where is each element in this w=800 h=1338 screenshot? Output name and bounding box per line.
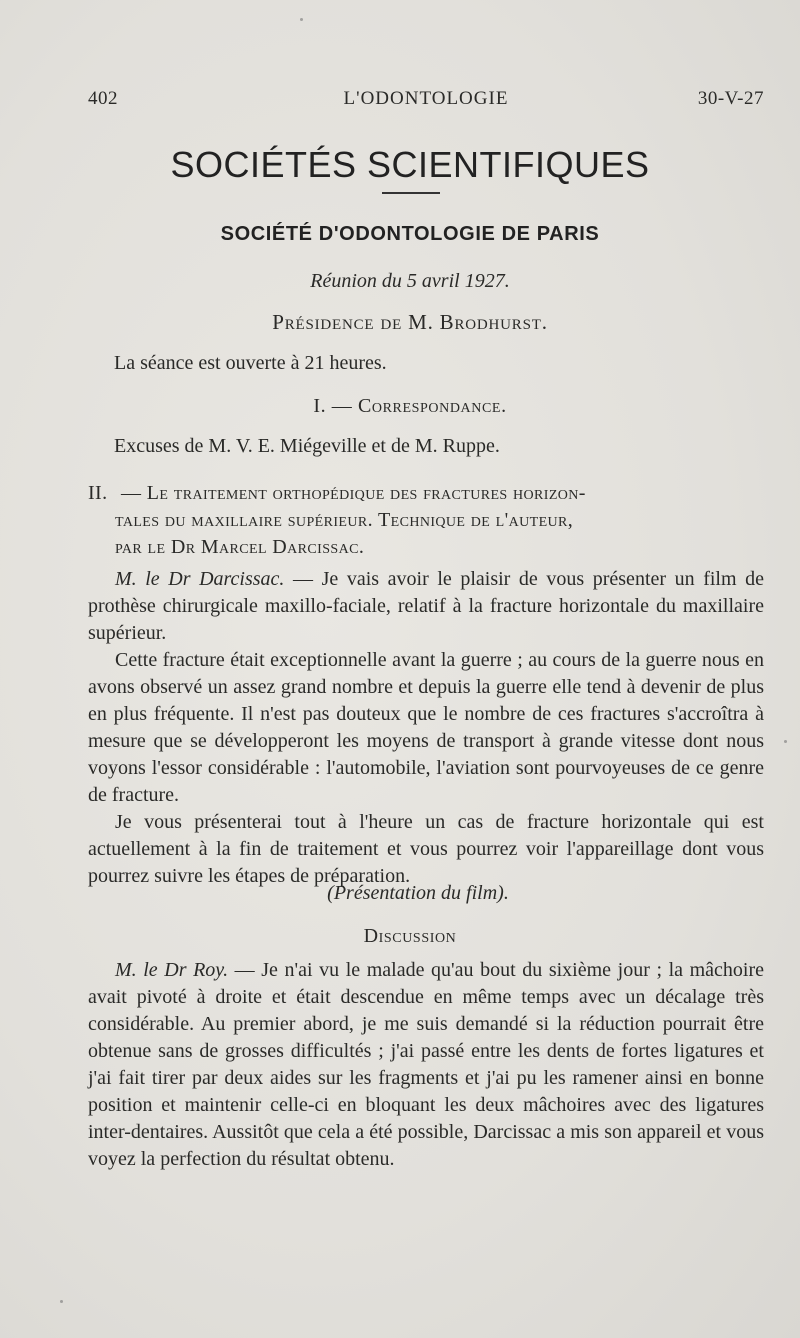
society-title: SOCIÉTÉ D'ODONTOLOGIE DE PARIS [220,223,600,245]
correspondence-heading: I. — Correspondance. [313,395,507,417]
speaker-name: M. le Dr Darcissac. [115,568,285,590]
speaker-name: M. le Dr Roy. [115,959,229,981]
running-head [88,88,764,112]
paragraph-text: — Je n'ai vu le malade qu'au bout du sixième jour ; la mâchoire avait pivoté à droite et était descendue en même temps avec un décalage très considérable. Au premier abord, je me suis demandé si la réduction pourrait être obtenue sans de grosses difficultés ; j'ai passé entre les dents de fortes ligatures et j'ai fait tirer par deux aides sur les fragments et j'ai pu les ramener ainsi en bonne position et maintenir celle-ci en bloquant les deux mâchoires avec des ligatures inter-dentaires. Aussitôt que cela a été possible, Darcissac a mis son appareil et vous voyez la perfection du résultat obtenu. [88,959,765,1170]
paragraph: Cette fracture était exceptionnelle avant la guerre ; au cours de la guerre nous en avons observé un assez grand nombre et depuis la guerre elle tend à devenir de plus en plus fréquente. Il n'est pas douteux que le nombre de ces fractures s'accroîtra à mesure que se développeront les moyens de transport à grande vitesse dont nous voyons l'essor considérable : l'automobile, l'aviation sont pourvoyeuses de ce genre de fracture. [88,649,764,806]
paragraph-text: — Je vais avoir le plaisir de vous présenter un film de prothèse chirurgicale maxillo-faciale, relatif à la fracture horizontale du maxillaire supérieur. [88,568,764,644]
page-number: 402 [88,88,118,109]
section-2-title-line: — Le traitement orthopédique des fractures horizon- [121,482,586,504]
section-2-number: II. [88,482,108,504]
paper-speck [60,1300,63,1303]
title-rule [382,192,440,194]
section-title: SOCIÉTÉS SCIENTIFIQUES [170,144,650,185]
discussion-heading: Discussion [363,925,457,947]
film-note: (Présentation du film). [327,882,509,904]
presidency-line: Présidence de M. Brodhurst. [272,310,548,334]
paper-speck [784,740,787,743]
opening-line: La séance est ouverte à 21 heures. [114,352,387,374]
excuses-line: Excuses de M. V. E. Miégeville et de M. Ruppe. [114,435,500,457]
darcissac-text [88,566,764,890]
issue-date: 30-V-27 [697,88,764,109]
section-2-title-line: par le Dr Marcel Darcissac. [115,536,365,558]
meeting-date: Réunion du 5 avril 1927. [310,270,510,292]
paper-speck [300,18,303,21]
journal-title: L'ODONTOLOGIE [343,88,509,109]
discussion-text [88,957,764,1173]
paragraph [88,957,764,1173]
paragraph [88,566,764,647]
section-2-title-line: tales du maxillaire supérieur. Technique de l'auteur, [115,509,574,531]
paragraph: Je vous présenterai tout à l'heure un cas de fracture horizontale qui est actuellement à la fin de traitement et vous pourrez voir l'appareillage dont vous pourrez suivre les étapes de préparation. [88,811,764,887]
section-2-heading [88,480,764,561]
